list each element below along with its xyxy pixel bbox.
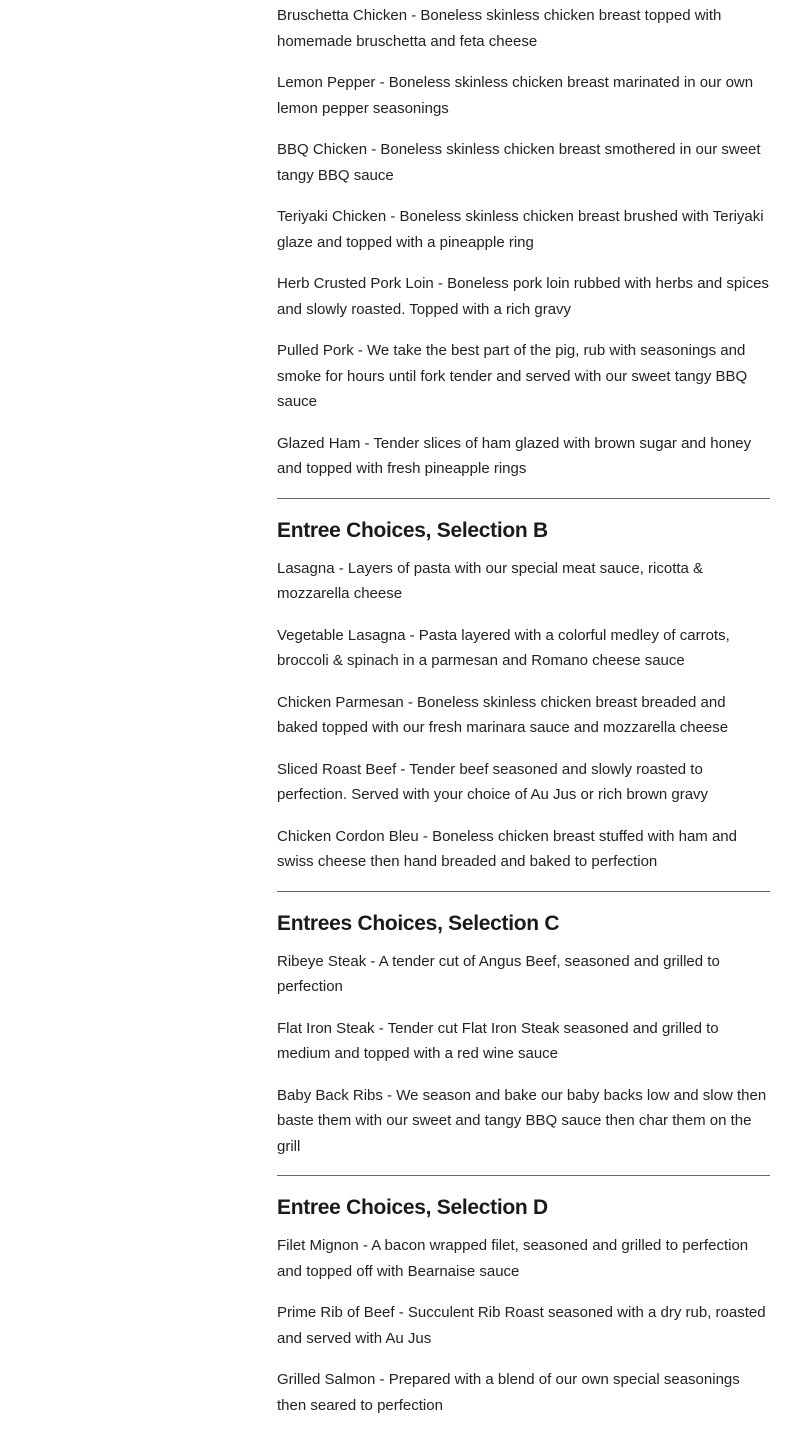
menu-item: Glazed Ham - Tender slices of ham glazed with brown sugar and honey and topped with fresh pineapple rings: [277, 434, 752, 477]
menu-item: Chicken Parmesan - Boneless skinless chicken breast breaded and baked topped with our fresh marinara sauce and mozzarella cheese: [277, 693, 729, 736]
menu-item: Prime Rib of Beef - Succulent Rib Roast seasoned with a dry rub, roasted and served with Au Jus: [277, 1304, 766, 1347]
menu-item: Lemon Pepper - Boneless skinless chicken breast marinated in our own lemon pepper seasonings: [277, 74, 754, 117]
menu-item: Pulled Pork - We take the best part of the pig, rub with seasonings and smoke for hours until fork tender and served with our sweet tangy BBQ sauce: [277, 342, 748, 410]
menu-item: Herb Crusted Pork Loin - Boneless pork loin rubbed with herbs and spices and slowly roasted. Topped with a rich gravy: [277, 275, 769, 318]
menu-item: Teriyaki Chicken - Boneless skinless chicken breast brushed with Teriyaki glaze and topped with a pineapple ring: [277, 208, 764, 251]
section-c: [277, 910, 770, 1160]
section-d: [277, 1194, 770, 1418]
menu-item: Filet Mignon - A bacon wrapped filet, seasoned and grilled to perfection and topped off with Bearnaise sauce: [277, 1237, 749, 1280]
menu-item: BBQ Chicken - Boneless skinless chicken breast smothered in our sweet tangy BBQ sauce: [277, 141, 761, 184]
section-heading: Entree Choices, Selection B: [277, 518, 548, 542]
section-a: [277, 3, 770, 482]
menu-item: Lasagna - Layers of pasta with our special meat sauce, ricotta & mozzarella cheese: [277, 559, 704, 602]
menu-item: Grilled Salmon - Prepared with a blend of our own special seasonings then seared to perfection: [277, 1371, 740, 1414]
menu-item: Bruschetta Chicken - Boneless skinless chicken breast topped with homemade bruschetta and feta cheese: [277, 7, 722, 50]
section-divider: [277, 1175, 770, 1176]
menu-item: Ribeye Steak - A tender cut of Angus Beef, seasoned and grilled to perfection: [277, 952, 720, 995]
section-b: [277, 517, 770, 875]
section-divider: [277, 498, 770, 499]
section-heading: Entrees Choices, Selection C: [277, 911, 560, 935]
entree-menu: [277, 3, 770, 1434]
menu-item: Flat Iron Steak - Tender cut Flat Iron Steak seasoned and grilled to medium and topped with a red wine sauce: [277, 1019, 719, 1062]
menu-item: Sliced Roast Beef - Tender beef seasoned and slowly roasted to perfection. Served with your choice of Au Jus or rich brown gravy: [277, 760, 709, 803]
menu-item: Vegetable Lasagna - Pasta layered with a colorful medley of carrots, broccoli & spinach in a parmesan and Romano cheese sauce: [277, 626, 730, 669]
section-heading: Entree Choices, Selection D: [277, 1196, 548, 1219]
section-divider: [277, 891, 770, 892]
menu-item: Chicken Cordon Bleu - Boneless chicken breast stuffed with ham and swiss cheese then hand breaded and baked to perfection: [277, 827, 737, 870]
menu-item: Baby Back Ribs - We season and bake our baby backs low and slow then baste them with our sweet and tangy BBQ sauce then char them on the grill: [277, 1086, 767, 1155]
